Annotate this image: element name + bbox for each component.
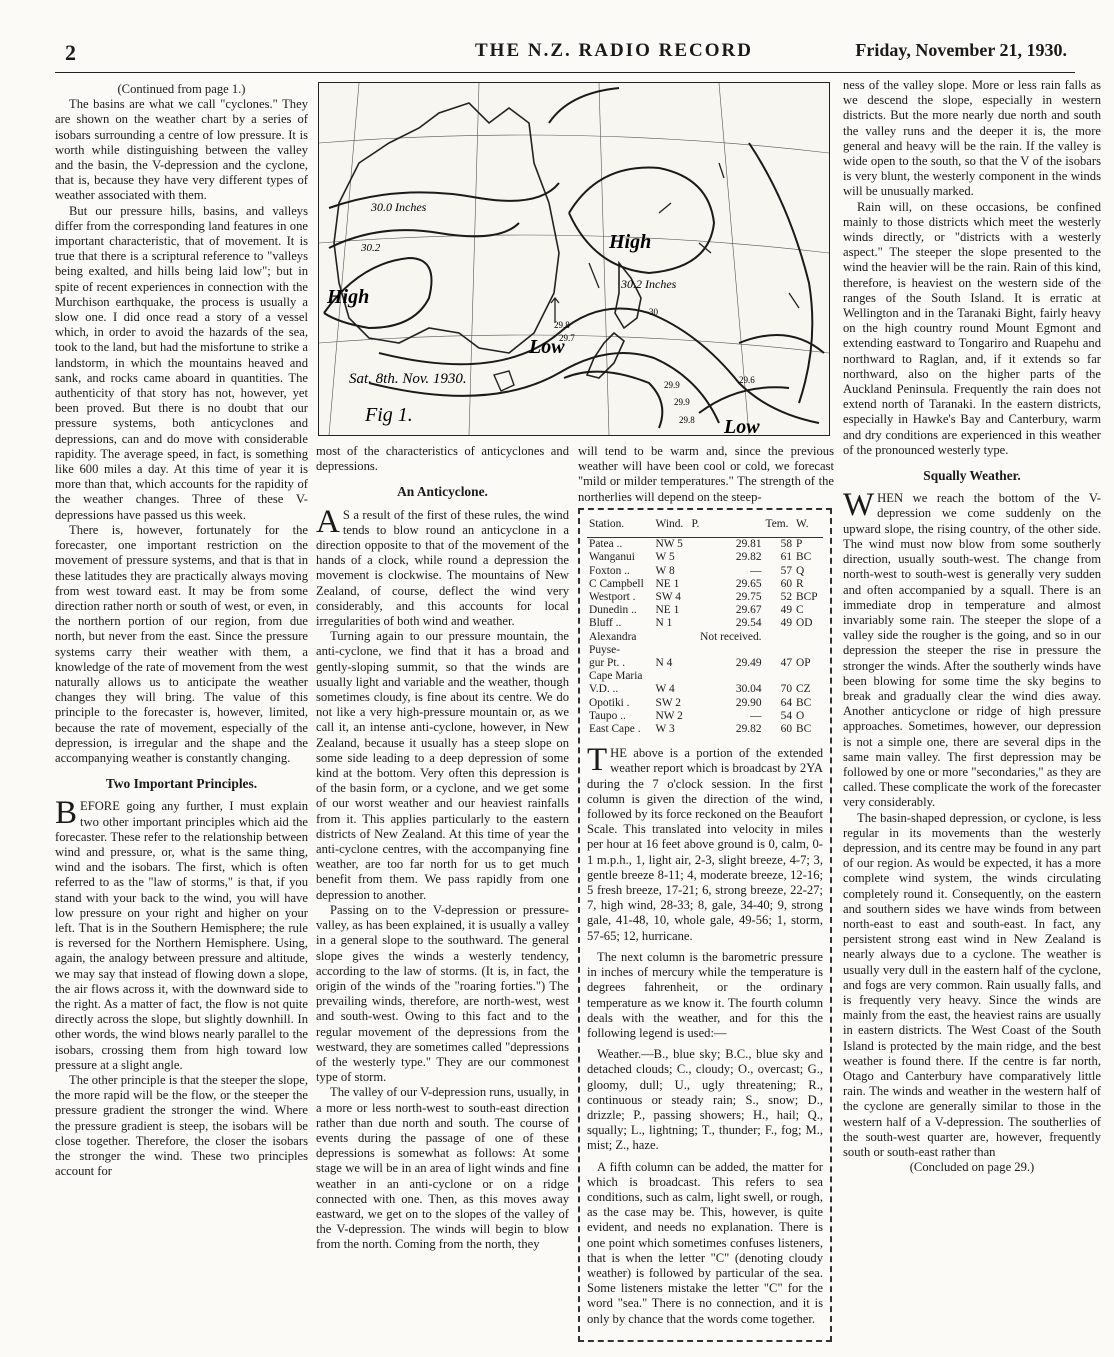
table-cell: 49 <box>780 617 793 630</box>
table-cell: 64 <box>780 696 793 709</box>
isobar-label: 29.8 <box>679 415 695 425</box>
table-cell: 61 <box>780 551 793 564</box>
table-cell: 29.75 <box>735 591 762 604</box>
table-header-row <box>587 516 823 538</box>
drop-cap: B <box>55 795 78 832</box>
table-cell: SW 2 <box>655 696 681 709</box>
table-cell: N 1 <box>655 617 673 630</box>
masthead-title: THE N.Z. RADIO RECORD <box>475 40 753 61</box>
table-cell: Patea .. <box>589 538 623 551</box>
report-explanation <box>587 742 823 1327</box>
column-4 <box>843 78 1101 1344</box>
table-cell: O <box>796 709 805 722</box>
table-cell: BC <box>796 551 812 564</box>
table-cell: Not received. <box>700 630 762 643</box>
table-row <box>587 657 823 670</box>
table-cell <box>689 644 763 657</box>
table-cell: 49 <box>780 604 793 617</box>
paragraph: The next column is the barometric pressure in inches of mercury while the temperature is degrees fahrenheit, or the ordinary temperature as we know it. The fourth column deals with the weather, and for this the following legend is used:— <box>587 949 823 1040</box>
table-row <box>587 723 823 736</box>
paragraph: ness of the valley slope. More or less rain falls as we descend the slope, especially in western districts. But the more nearly due north and south the valley runs and the deeper it is, the more general and heavy will be the rain. If the valley is wide open to the south, so that the V of the isobars is very blunt, the westerly component in the winds will be unusually marked. <box>843 78 1101 199</box>
table-cell: Q <box>796 564 805 577</box>
section-heading: Two Important Principles. <box>105 776 258 792</box>
table-cell: — <box>750 564 762 577</box>
paragraph: The basin-shaped depression, or cyclone, is less regular in its movements than the westerly depression, and its centre may be found in any part of our region. As would be expected, it has a more complete wind system, the winds circulating completely round it. Consequently, on the eastern and southern sides we have winds from between north-east to east and south-east. In fact, any persistent strong east wind in New Zealand is nearly always due to a cyclone. The weather is usually very dull in the eastern half of the cyclone, and fogs are very common. Rain usually falls, and is frequently very heavy. Since the winds are mainly from the east, the heaviest rains are usually in eastern districts. The West Coast of the South Island is protected by the main ridge, and the best weather is found there. If the centre is far north, Otago and Canterbury have comparatively little rain. The winds and weather in the western half of the cyclone are generally similar to those in the western half of a V-depression. The southerlies of the south-west quarter are, however, frequently south or south-east rather than <box>843 810 1101 1160</box>
paragraph: WHEN we reach the bottom of the V-depression we come suddenly on the upward slope, the rising country, of the other side. The wind must now blow from some southerly direction, usually south-west. The change from north-west to south-west is generally very sudden and often accompanied by a squall. There is an immediate drop in temperature and almost invariably some rain. The steeper the slope of a valley side the rougher is the going, and so in our depression the steeper the rise in pressure the stronger the winds. After the southerly winds have been blowing for some time the sky begins to break and gradually clear the wind dies away. Another anticyclone or ridge of high pressure approaches. Sometimes, however, our depression is not a simple one, there are several dips in the same main valley. The first depression may be followed by one or more "secondaries," as they are called. These complicate the work of the forecaster very considerably. <box>843 487 1101 810</box>
table-cell: Alexandra <box>589 630 637 643</box>
table-cell: 60 <box>780 577 793 590</box>
paragraph: A S a result of the first of these rules, the wind tends to blow round an anticyclone in a direction opposite to that of the movement of the hands of a clock, while round a depression the movement is clockwise. The mountains of New Zealand, of course, deflect the wind very considerably, and this accounts for local irregularities of both wind and weather. <box>316 503 569 629</box>
paragraph: THE above is a portion of the extended weather report which is broadcast by 2YA during the 7 o'clock session. In the first column is given the direction of the wind, followed by its force reckoned on the Beaufort Scale. This translated into velocity in miles per hour at 16 feet above ground is 0, calm, 0-1 m.p.h., 1, light air, 2-3, slight breeze, 4-7; 3, gentle breeze 8-11; 4, moderate breeze, 12-16; 5 fresh breeze, 17-21; 6, strong breeze, 22-27; 7, high wind, 28-33; 8, gale, 34-40; 9, strong gale, 41-48, 10, whole gale, 49-56; 1, storm, 57-65; 12, hurricane. <box>587 742 823 943</box>
table-cell <box>764 670 795 683</box>
continued-note: (Continued from page 1.) <box>117 82 246 96</box>
section-heading: Squally Weather. <box>923 468 1021 484</box>
table-cell: Bluff .. <box>589 617 622 630</box>
isobar-label: 29.6 <box>739 375 755 385</box>
isobar-label: 30.2 Inches <box>621 277 677 291</box>
table-row <box>587 565 823 578</box>
table-row <box>587 538 823 552</box>
nz-north-island <box>615 263 641 328</box>
table-cell <box>654 631 690 644</box>
table-cell: P <box>796 538 803 551</box>
low-pressure-label: Low <box>724 416 760 435</box>
paragraph: There is, however, fortunately for the forecaster, one important restriction on the movement of pressure systems, and that is that in these latitudes they are practically always moving from west toward east. It may be from some direction rather north or south of west, or even, in the northern portion of our region, from due north, but never from the east. Since the pressure systems carry their weather with them, a knowledge of the rate of movement from the west naturally allows us to anticipate the weather changes they will bring. The value of this principle to the forecaster is, however, limited, because the rate of movement, especially of the depression, is irregular and the shape and the accompanying weather is constantly changing. <box>55 522 308 765</box>
isobar-label: 29.8 <box>554 320 570 330</box>
header-rule <box>55 72 1075 73</box>
issue-date: Friday, November 21, 1930. <box>855 40 1067 60</box>
table-cell <box>794 631 823 644</box>
section-heading: An Anticyclone. <box>397 484 488 500</box>
table-cell: 70 <box>780 683 793 696</box>
low-pressure-label: Low <box>529 336 565 358</box>
table-cell: gur Pt. . <box>589 657 626 670</box>
table-row <box>587 617 823 630</box>
table-cell <box>654 670 690 683</box>
table-cell: Foxton .. <box>589 564 630 577</box>
table-cell: — <box>750 709 762 722</box>
isobar-label: 29.7 <box>559 333 575 343</box>
weather-table <box>587 516 823 736</box>
table-cell: W 5 <box>655 551 675 564</box>
table-cell: 29.81 <box>735 538 762 551</box>
table-cell: BCP <box>796 591 818 604</box>
table-cell: 58 <box>780 538 793 551</box>
column-1 <box>55 82 308 1344</box>
table-cell: 60 <box>780 723 793 736</box>
table-cell: 29.54 <box>735 617 762 630</box>
table-cell: NW 5 <box>655 538 683 551</box>
weather-report-box <box>578 508 832 1342</box>
table-row <box>587 551 823 564</box>
table-cell: NW 2 <box>655 709 683 722</box>
table-cell: W 8 <box>655 564 675 577</box>
paragraph: most of the characteristics of anticyclones and depressions. <box>316 444 569 474</box>
table-cell <box>689 670 763 683</box>
table-cell: R <box>796 577 804 590</box>
table-cell: SW 4 <box>655 591 681 604</box>
table-cell: V.D. .. <box>589 683 619 696</box>
table-cell <box>654 644 690 657</box>
paragraph: BEFORE going any further, I must explain two other important principles which aid the forecaster. These refer to the relationship between wind and pressure, or, what is the same thing, wind and the isobars. The first, which is often referred to as the "law of storms," is that, if you stand with your back to the wind, you will have low pressure on your right and higher on your left. That is in the Southern Hemisphere; the rule is reversed for the Northern Hemisphere. Using, again, the analogy between pressure and altitude, we may say that instead of flowing down a slope, the air flows across it, with the downward side to the right. As a matter of fact, the flow is not quite directly across the slope, but slightly downhill. In other words, the wind blows nearly parallel to the isobars, crossing them from high toward low pressure at a slight angle. <box>55 795 308 1072</box>
table-cell: 29.82 <box>735 723 762 736</box>
table-cell: W 3 <box>655 723 675 736</box>
paragraph: The other principle is that the steeper the slope, the more rapid will be the flow, or the steeper the pressure gradient the stronger the wind. Where the pressure gradient is steep, the isobars will be close together. Therefore, the closer the isobars the stronger the wind. These two principles account for <box>55 1073 308 1179</box>
paragraph: Weather.—B., blue sky; B.C., blue sky and detached clouds; C., cloudy; O., overcast; G., gloomy, dull; U., ugly threatening; R., continuous or steady rain; S., snow; D., drizzle; P., passing showers; H., hail; Q., squally; L., lightning; T., thunder; F., fog; M., mist; Z., haze. <box>587 1047 823 1153</box>
high-pressure-label: High <box>609 231 652 253</box>
table-row <box>587 644 823 657</box>
table-cell: OP <box>796 657 811 670</box>
table-cell: NE 1 <box>655 604 680 617</box>
table-cell: 47 <box>780 657 793 670</box>
table-row <box>587 683 823 696</box>
column-header: W. <box>794 516 823 538</box>
table-cell: NE 1 <box>655 577 680 590</box>
isobar-label: 29.9 <box>664 380 680 390</box>
isobar-label: 30 <box>649 307 658 317</box>
drop-cap: T <box>587 742 608 779</box>
table-row <box>587 710 823 723</box>
paragraph: Passing on to the V-depression or pressure-valley, as has been explained, it is usually a valley in a general slope to the southward. The general slope gives the winds a westerly tendency, according to the law of storms. (It is, in fact, the origin of the winds of the "roaring forties.") The prevailing winds, therefore, are north-west, west and south-west. Owing to this fact and to the regular movement of the depressions from the westward, they are sometimes called "depressions of the westerly type." They are our commonest type of storm. <box>316 902 569 1085</box>
table-cell: BC <box>796 723 812 736</box>
table-row <box>587 578 823 591</box>
weather-map-figure <box>318 82 830 436</box>
table-cell: Taupo .. <box>589 709 626 722</box>
table-row <box>587 604 823 617</box>
table-cell: Dunedin .. <box>589 604 637 617</box>
table-cell: Westport . <box>589 591 636 604</box>
column-header: Wind. <box>654 516 690 538</box>
table-cell: 54 <box>780 709 793 722</box>
table-cell: OD <box>796 617 813 630</box>
figure-label: Fig 1. <box>365 404 413 426</box>
isobar-label: 30.0 Inches <box>371 200 427 214</box>
tasmania-coast <box>494 371 514 391</box>
table-cell: 29.65 <box>735 577 762 590</box>
table-cell <box>764 631 795 644</box>
drop-cap: W <box>843 487 875 524</box>
table-cell: 29.49 <box>735 657 762 670</box>
australia-coast <box>334 103 559 353</box>
table-cell <box>794 670 823 683</box>
column-header: P. <box>689 516 763 538</box>
table-cell: Wanganui <box>589 551 635 564</box>
table-cell: 30.04 <box>735 683 762 696</box>
high-pressure-label: High <box>327 286 370 308</box>
column-header: Tem. <box>764 516 795 538</box>
table-row <box>587 697 823 710</box>
table-cell <box>794 644 823 657</box>
table-cell: W 4 <box>655 683 675 696</box>
table-row <box>587 670 823 683</box>
table-cell: BC <box>796 696 812 709</box>
chart-date: Sat. 8th. Nov. 1930. <box>349 371 467 387</box>
column-2 <box>316 444 569 1344</box>
table-cell: Puyse- <box>589 643 621 656</box>
column-3-intro <box>578 444 834 504</box>
table-row <box>587 591 823 604</box>
paragraph: The valley of our V-depression runs, usually, in a more or less north-west to south-east direction rather than due north and south. The course of events during the passage of one of these depressions is somewhat as follows: At some stage we will be in an area of light winds and fine weather in an anti-cyclone or on a ridge connected with one. Then, as this moves away eastward, we get on to the slopes of the valley of the V-depression. The winds will begin to blow from the north. Coming from the north, they <box>316 1085 569 1252</box>
paragraph: The basins are what we call "cyclones." They are shown on the weather chart by a series of isobars surrounding a centre of low pressure. It is worth while distinguishing between the valley and the basin, the V-depression and the cyclone, that is, because they have very different types of weather associated with them. <box>55 97 308 203</box>
paragraph: But our pressure hills, basins, and valleys differ from the corresponding land features in one important characteristic, that of movement. It is true that there is a scriptural reference to "valleys being exalted, and hills being laid low"; but in spite of recent experiences in connection with the Murchison earthquake, the process is usually a slow one. I did once read a story of a vessel which, in order to avoid the hazards of the sea, took to the land, but had the misfortune to strike a landstorm, in which the mountains heaved and sank, and rocks came aboard in quantities. The authenticity of that story has not, however, yet been proved. But there is no doubt that our pressure systems, both anticyclones and depressions, can and do move with considerable rapidity. The average speed, in fact, is something like 600 miles a day. At this time of year it is more than that, which accounts for the rapidity of the weather changes. Three of these V-depressions have passed us this week. <box>55 203 308 522</box>
table-cell: C Campbell <box>589 577 644 590</box>
table-cell: 29.67 <box>735 604 762 617</box>
table-cell: 52 <box>780 591 793 604</box>
concluded-note: (Concluded on page 29.) <box>909 1160 1035 1175</box>
table-cell: C <box>796 604 804 617</box>
paragraph: A fifth column can be added, the matter for which is broadcast. This refers to sea conditions, such as calm, light swell, or rough, as the case may be. This, however, is quite evident, and needs no explanation. There is one point which sometimes confuses listeners, that is when the letter "C" (denoting cloudy weather) is followed by particular of the sea. Some listeners mistake the letter "C" for the word "sea." There is no connection, and it is only by chance that the words come together. <box>587 1159 823 1326</box>
table-cell: CZ <box>796 683 811 696</box>
drop-cap: A <box>316 503 340 540</box>
table-cell: Cape Maria <box>589 670 643 683</box>
table-cell: Opotiki . <box>589 696 630 709</box>
weather-map <box>319 83 829 435</box>
table-cell: N 4 <box>655 657 673 670</box>
table-row <box>587 631 823 644</box>
isobar-label: 29.9 <box>674 397 690 407</box>
paragraph: Turning again to our pressure mountain, the anti-cyclone, we find that it has a broad and gently-sloping summit, so that the winds are usually light and variable and the weather, though sometimes cloudy, is fine about its centre. We do not like a very high-pressure mountain or, as we call it, an intense anti-cyclone, however, in New Zealand, because it usually has a steep slope on some side leading to a deep depression of some kind at the bottom. Very often this depression is of the basin form, or a cyclone, and we get some of our worst weather and our heaviest rainfalls from it. This applies particularly to the eastern districts of New Zealand. At this time of year the anti-cyclone centres, with the accompanying fine weather, are too far north for us to get much benefit from them. We pass rapidly from one depression to another. <box>316 629 569 902</box>
isobar-label: 30.2 <box>361 242 381 254</box>
page-number: 2 <box>65 40 76 65</box>
table-cell: East Cape . <box>589 723 641 736</box>
table-cell: 57 <box>780 564 793 577</box>
table-cell: 29.82 <box>735 551 762 564</box>
table-cell: 29.90 <box>735 696 762 709</box>
page-header <box>55 40 1075 76</box>
paragraph: Rain will, on these occasions, be confined mainly to those districts which meet the westerly winds directly, or "districts with a westerly aspect." The steeper the slope presented to the wind the heavier will be the rain. Rain of this kind, therefore, is heaviest on the western side of the ranges of the South Island. It is erratic at Wellington and in the Taranaki Bight, fairly heavy on the high country round Mount Egmont and extending eastward to Tongariro and Ruapehu and northward to Raglan, and, if it extends so far northward, also on the higher parts of the Auckland Peninsula. Frequently the rain does not extend north of Taranaki. In the eastern districts, especially in Hawke's Bay and Canterbury, warm and dry conditions are experienced in this weather of the pronounced westerly type. <box>843 199 1101 457</box>
table-cell <box>764 644 795 657</box>
column-header: Station. <box>587 516 654 538</box>
paragraph: will tend to be warm and, since the previous weather will have been cool or cold, we forecast "mild or milder temperatures." The strength of the northerlies will depend on the steep- <box>578 444 834 504</box>
